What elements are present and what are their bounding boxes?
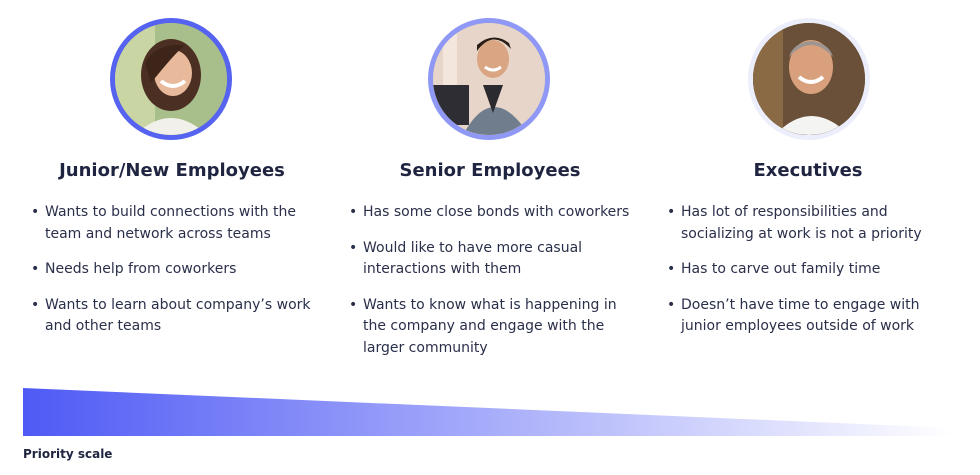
avatar-executive <box>748 18 870 140</box>
list-item: • Has some close bonds with coworkers <box>340 202 640 224</box>
persona-title: Senior Employees <box>399 160 581 181</box>
list-item: • Doesn’t have time to engage with junior employees outside of work <box>667 296 920 334</box>
bullet-icon: • <box>667 261 676 277</box>
list-item: • Wants to know what is happening in the company and engage with the larger community <box>349 296 617 356</box>
list-item: • Wants to build connections with the team and network across teams <box>31 204 297 242</box>
bullet-icon: • <box>349 204 358 220</box>
person-photo-icon <box>433 23 545 135</box>
bullet-icon: • <box>349 296 358 313</box>
avatar-senior <box>428 18 550 140</box>
person-photo-icon <box>115 23 227 135</box>
persona-title: Executives <box>753 160 863 181</box>
avatar-junior <box>110 18 232 140</box>
bullet-icon: • <box>667 204 676 220</box>
list-item: • Wants to learn about company’s work and other teams <box>31 296 311 334</box>
person-photo-icon <box>753 23 865 135</box>
bullet-list <box>658 202 958 352</box>
bullet-list <box>340 202 640 373</box>
list-item: • Has lot of responsibilities and socializing at work is not a priority <box>667 204 922 242</box>
list-item: • Would like to have more casual interactions with them <box>349 239 583 277</box>
priority-scale-wedge <box>23 388 953 436</box>
bullet-list <box>22 202 322 352</box>
list-item: • Needs help from coworkers <box>22 259 322 281</box>
bullet-icon: • <box>667 296 676 313</box>
bullet-icon: • <box>31 296 40 313</box>
bullet-icon: • <box>31 261 40 277</box>
persona-title: Junior/New Employees <box>59 160 285 181</box>
bullet-icon: • <box>349 239 358 256</box>
list-item: • Has to carve out family time <box>658 259 958 281</box>
priority-scale-label: Priority scale <box>23 447 113 461</box>
bullet-icon: • <box>31 204 40 220</box>
